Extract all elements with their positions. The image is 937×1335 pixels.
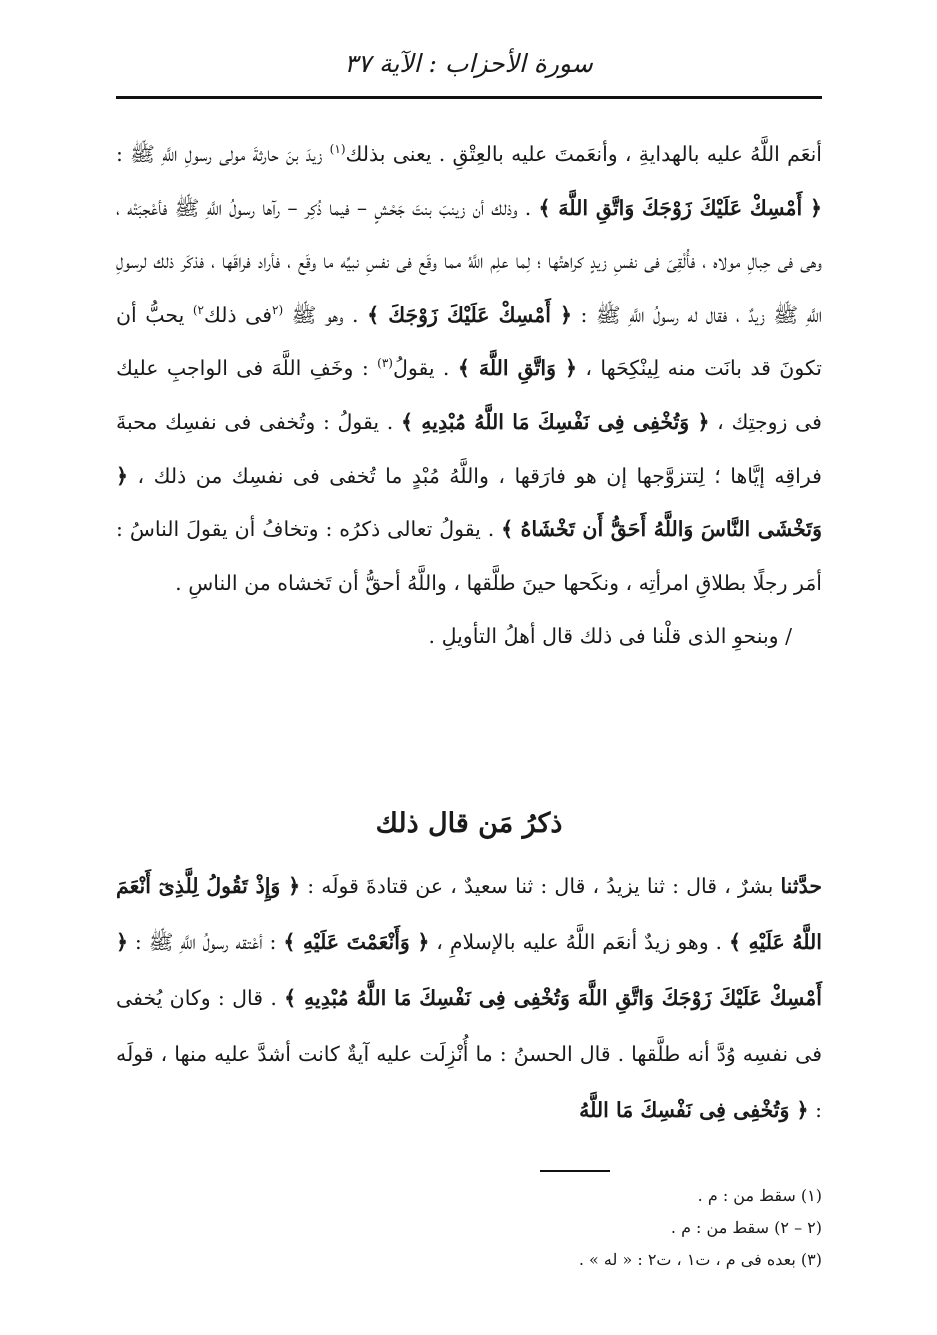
quran-quote: ﴿ أَمْسِكْ عَلَيْكَ زَوْجَكَ ﴾ [367, 302, 573, 327]
paragraph-commentary [116, 128, 822, 610]
narration-text [116, 858, 822, 1138]
text-run: . يقولُ : وتُخفى فى نفسِك محبةَ فراقِه إيَّاها ؛ لِتتزوَّجها إن هو فارَقها ، واللَّهُ مُبْدٍ ما تُخفى فى نفسِك من ذلك ، [116, 409, 822, 488]
text-run: بشرٌ ، قال : ثنا يزيدُ ، قال : ثنا سعيدٌ ، عن قتادةَ قولَه : [300, 874, 781, 898]
text-run: : أعْتقه رسولُ اللَّهِ ﷺ : [128, 930, 284, 954]
quran-quote: ﴿ وَتُخْفِى فِى نَفْسِكَ مَا اللَّهُ [579, 1098, 809, 1122]
header-rule [116, 96, 822, 99]
footnote-rule [540, 1170, 610, 1172]
paragraph-narration [116, 858, 822, 1138]
footnotes [116, 1180, 822, 1276]
main-text [116, 128, 822, 664]
footnote-ref-2-open: (٢ [272, 302, 284, 317]
paragraph-transition: / وبنحوِ الذى قلْنا فى ذلك قال أهلُ التأويلِ . [428, 624, 792, 649]
text-run: . قال : وكان يُخفى فى نفسِه وُدَّ أنه طلَّقها . قال الحسنُ : ما أُنْزِلَت عليه آيةٌ كانت أشدَّ عليه منها ، قولَه : [116, 986, 822, 1122]
quran-quote: ﴿ وَإِذْ تَقُولُ لِلَّذِىٓ أَنْعَمَ اللَّهُ عَلَيْهِ ﴾ [116, 874, 822, 954]
text-run: فى ذلك [203, 302, 273, 327]
quran-quote: ﴿ وَتَخْشَى النَّاسَ وَاللَّهُ أَحَقُّ أَن تَخْشَاهُ ﴾ [116, 463, 822, 542]
running-title: سورة الأحزاب : الآية ٣٧ [344, 49, 593, 78]
quran-quote: ﴿ وَأَنْعَمْتَ عَلَيْهِ ﴾ [283, 930, 430, 954]
footnote-ref-3: (٣) [377, 356, 393, 371]
section-heading: ذكرُ مَن قال ذلك [375, 808, 563, 839]
footnote-ref-2-close: ٢) [192, 302, 204, 317]
quran-quote: ﴿ أَمْسِكْ عَلَيْكَ زَوْجَكَ وَاتَّقِ اللَّهَ وَتُخْفِى فِى نَفْسِكَ مَا اللَّهُ مُبْدِيهِ ﴾ [116, 930, 822, 1010]
text-run: . يقولُ [392, 356, 458, 381]
quran-quote: ﴿ وَتُخْفِى فِى نَفْسِكَ مَا اللَّهُ مُبْدِيهِ ﴾ [400, 409, 710, 434]
quran-quote: ﴿ أَمْسِكْ عَلَيْكَ زَوْجَكَ وَاتَّقِ اللَّهَ ﴾ [538, 195, 822, 220]
quran-quote: ﴿ وَاتَّقِ اللَّهَ ﴾ [457, 356, 577, 381]
text-run: . يقولُ تعالى ذكرُه : وتخافُ أن يقولَ الناسُ : أمَر رجلًا بطلاقِ امرأتِه ، ونكَحها حينَ طلَّقها ، واللَّهُ أحقُّ أن تَخشاه من الناسِ . [116, 517, 822, 595]
text-run: أنعَم اللَّهُ عليه بالهدايةِ ، وأنعَمتَ عليه بالعِتْقِ . يعنى بذلك [345, 142, 822, 166]
footnote-3: (٣) بعده فى م ، ت١ ، ت٢ : « له » . [578, 1250, 822, 1269]
footnote-2: (٢ – ٢) سقط من : م . [670, 1218, 822, 1237]
text-run: . وهو ﷺ [283, 302, 368, 327]
text-run: : وخَفِ اللَّهَ فى الواجبِ عليك فى زوجتِك ، [116, 356, 822, 434]
footnote-ref-1: (١) [329, 142, 346, 157]
text-run: . وذلك أن زينبَ بنتَ جَحْشٍ – فيما ذُكِر – رآها رسولُ اللَّهِ ﷺ فأعْجبَتْه ، وهى فى حِبالِ مولاه ، فأُلْقِىَ فى نفسِ زيدٍ كراهتُها ؛ لِما علِم اللَّهُ مما وقَع فى نفسِ نبيِّه ما وقَع ، فأراد فراقَها ، فذكَر ذلك لرسولِ اللَّهِ ﷺ زيدٌ ، فقال له رسولُ اللَّهِ ﷺ : [116, 195, 822, 327]
footnote-1: (١) سقط من : م . [697, 1186, 822, 1205]
text-run: زيدَ بنَ حارثةَ مولى رسولِ اللَّهِ ﷺ : [116, 142, 330, 166]
isnad-lead: حدَّثنا [780, 874, 823, 898]
text-run: . وهو زيدٌ أنعَم اللَّهُ عليه بالإسلامِ ، [429, 930, 729, 954]
text-run: يحبُّ أن تكونَ قد بانَت منه لِينْكِحَها ، [116, 302, 822, 381]
